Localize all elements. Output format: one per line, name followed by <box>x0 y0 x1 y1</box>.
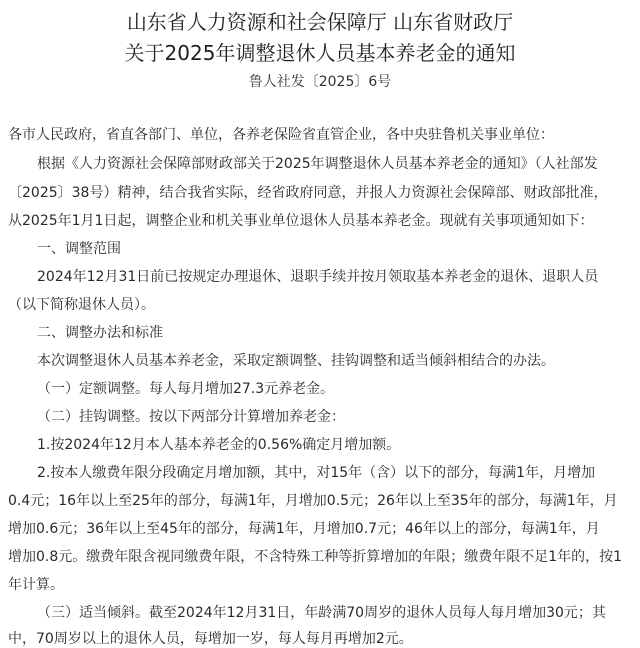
title-line-2: 关于2025年调整退休人员基本养老金的通知 <box>124 41 516 65</box>
section-2-heading: 二、调整办法和标准 <box>37 325 163 341</box>
document-number: 鲁人社发〔2025〕6号 <box>248 74 392 90</box>
item-tilt-adjustment: 中，70周岁以上的退休人员，每增加一岁，每人每月再增加2元。 <box>8 631 413 647</box>
title-line-1: 山东省人力资源和社会保障厅 山东省财政厅 <box>126 10 514 34</box>
item-tilt-adjustment: （三）适当倾斜。截至2024年12月31日，年龄满70周岁的退休人员每人每月增加30元；其 <box>37 605 606 621</box>
section-1-heading: 一、调整范围 <box>37 241 121 257</box>
linked-point-2: 2.按本人缴费年限分段确定月增加额，其中，对15年（含）以下的部分，每满1年，月增加 <box>37 465 596 481</box>
intro-line: 〔2025〕38号）精神，结合我省实际，经省政府同意，并报人力资源社会保障部、财政部批准， <box>8 185 608 201</box>
linked-point-2: 增加0.6元；36年以上至45年的部分，每满1年，月增加0.7元；46年以上的部分，每满1年，月 <box>8 521 600 537</box>
linked-point-2: 年计算。 <box>8 577 64 593</box>
section-1-text: （以下简称退休人员）。 <box>8 297 155 313</box>
salutation: 各市人民政府，省直各部门、单位，各养老保险省直管企业，各中央驻鲁机关事业单位： <box>8 127 554 143</box>
linked-point-2: 增加0.8元。缴费年限含视同缴费年限，不含特殊工种等折算增加的年限；缴费年限不足1年的，按1 <box>8 549 623 565</box>
item-fixed-adjustment: （一）定额调整。每人每月增加27.3元养老金。 <box>37 381 335 397</box>
section-2-intro: 本次调整退休人员基本养老金，采取定额调整、挂钩调整和适当倾斜相结合的办法。 <box>37 353 555 369</box>
item-linked-adjustment: （二）挂钩调整。按以下两部分计算增加养老金： <box>37 409 345 425</box>
intro-line: 根据《人力资源社会保障部财政部关于2025年调整退休人员基本养老金的通知》（人社部发 <box>37 156 598 172</box>
linked-point-1: 1.按2024年12月本人基本养老金的0.56%确定月增加额。 <box>37 437 401 453</box>
linked-point-2: 0.4元；16年以上至25年的部分，每满1年，月增加0.5元；26年以上至35年的部分，每满1年，月 <box>8 493 618 509</box>
intro-line: 从2025年1月1日起，调整企业和机关事业单位退休人员基本养老金。现就有关事项通知如下： <box>8 213 594 229</box>
section-1-text: 2024年12月31日前已按规定办理退休、退职手续并按月领取基本养老金的退休、退职人员 <box>37 269 599 285</box>
